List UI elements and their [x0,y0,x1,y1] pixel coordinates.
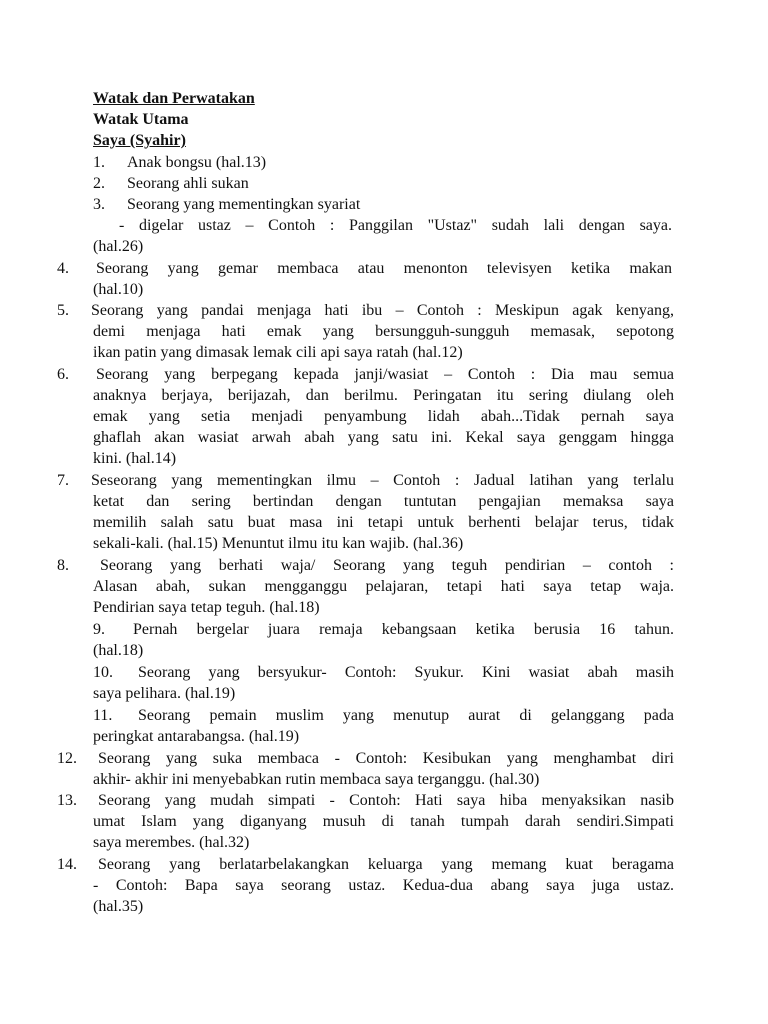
item-text: Pernah bergelar juara remaja kebangsaan ketika berusia 16 tahun. [133,621,674,638]
item-number: 7. [57,472,69,489]
section-heading: Watak Utama [93,111,189,128]
item-text: Seorang yang gemar membaca atau menonton televisyen ketika makan [96,260,672,277]
item-number: 3. [93,196,105,213]
item-number: 5. [57,302,69,319]
item-text: ketat dan sering bertindan dengan tuntutan pengajian memaksa saya [93,493,674,510]
item-text: Alasan abah, sukan mengganggu pelajaran, tetapi hati saya tetap waja. [93,578,674,595]
item-number: 12. [57,750,77,767]
item-text: (hal.10) [93,281,144,298]
item-text: peringkat antarabangsa. (hal.19) [93,728,300,745]
item-number: 4. [57,260,69,277]
item-number: 10. [93,664,113,681]
item-text: anaknya berjaya, berijazah, dan berilmu. Peringatan itu sering diulang oleh [93,387,674,404]
item-text: - digelar ustaz – Contoh : Panggilan "Ustaz" sudah lali dengan saya. [119,217,672,234]
item-text: Seorang yang mementingkan syariat [127,196,361,213]
item-text: Seorang ahli sukan [127,175,249,192]
item-text: memilih salah satu buat masa ini tetapi untuk berhenti belajar terus, tidak [93,514,674,531]
item-text: ikan patin yang dimasak lemak cili api saya ratah (hal.12) [93,344,463,361]
item-text: Seorang yang berlatarbelakangkan keluarga yang memang kuat beragama [98,856,674,873]
item-text: saya pelihara. (hal.19) [93,685,236,702]
item-text: (hal.35) [93,898,144,915]
item-text: (hal.26) [93,238,144,255]
item-text: Seorang yang pandai menjaga hati ibu – Contoh : Meskipun agak kenyang, [91,302,674,319]
item-number: 9. [93,621,105,638]
item-number: 11. [93,707,113,724]
item-number: 1. [93,154,105,171]
item-text: demi menjaga hati emak yang bersungguh-sungguh memasak, sepotong [93,323,674,340]
item-number: 14. [57,856,77,873]
item-number: 13. [57,792,77,809]
item-text: Seorang pemain muslim yang menutup aurat di gelanggang pada [138,707,674,724]
item-text: Seorang yang berpegang kepada janji/wasiat – Contoh : Dia mau semua [96,366,674,383]
item-text: Anak bongsu (hal.13) [127,154,267,171]
item-text: Seorang yang mudah simpati - Contoh: Hati saya hiba menyaksikan nasib [98,792,674,809]
character-heading: Saya (Syahir) [93,132,186,149]
item-text: umat Islam yang diganyang musuh di tanah tumpah darah sendiri.Simpati [93,813,674,830]
item-text: akhir- akhir ini menyebabkan rutin membaca saya terganggu. (hal.30) [93,771,540,788]
item-text: Seseorang yang mementingkan ilmu – Contoh : Jadual latihan yang terlalu [91,472,674,489]
item-text: sekali-kali. (hal.15) Menuntut ilmu itu kan wajib. (hal.36) [93,535,464,552]
item-number: 6. [57,366,69,383]
item-text: Seorang yang berhati waja/ Seorang yang teguh pendirian – contoh : [100,557,674,574]
item-number: 8. [57,557,69,574]
item-text: kini. (hal.14) [93,450,177,467]
item-text: Seorang yang suka membaca - Contoh: Kesibukan yang menghambat diri [98,750,674,767]
item-text: saya merembes. (hal.32) [93,834,250,851]
item-number: 2. [93,175,105,192]
item-text: ghaflah akan wasiat arwah abah yang satu ini. Kekal saya genggam hingga [93,429,674,446]
item-text: - Contoh: Bapa saya seorang ustaz. Kedua-dua abang saya juga ustaz. [93,877,674,894]
item-text: Pendirian saya tetap teguh. (hal.18) [93,599,320,616]
item-text: emak yang setia menjadi penyambung lidah abah...Tidak pernah saya [93,408,674,425]
document-title: Watak dan Perwatakan [93,90,255,107]
item-text: Seorang yang bersyukur- Contoh: Syukur. Kini wasiat abah masih [138,664,674,681]
item-text: (hal.18) [93,642,144,659]
